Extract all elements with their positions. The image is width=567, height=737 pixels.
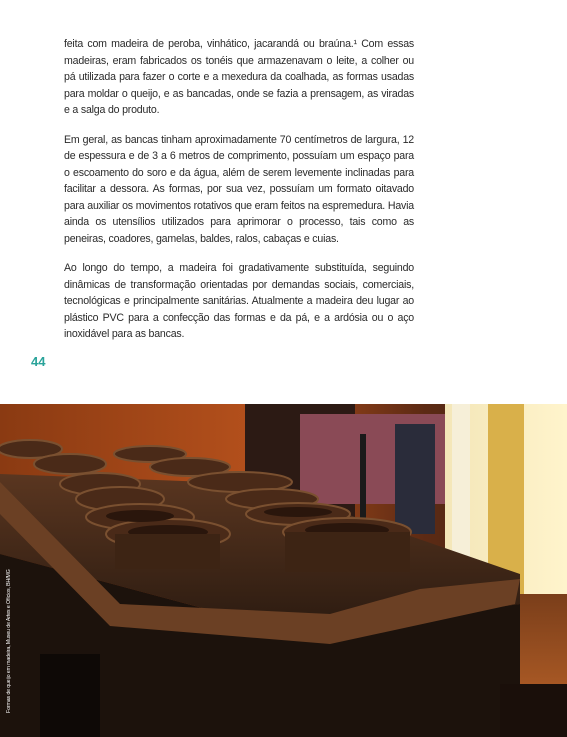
cheese-molds-photo	[0, 404, 567, 737]
photo-caption: Formas de queijo em madeira, Museu de Artes e Ofícios, BH/MG	[6, 569, 12, 713]
paragraph: feita com madeira de peroba, vinhático, jacarandá ou braúna.¹ Com essas madeiras, eram fabricados os tonéis que armazenavam o leite, a colher ou pá utilizada para fazer o corte e a mexedura da coalhada, as formas usadas para moldar o queijo, e as bancadas, onde se fazia a prensagem, as viradas e a salga do produto.	[64, 38, 414, 116]
body-text	[64, 36, 414, 356]
paragraph: Ao longo do tempo, a madeira foi gradativamente substituída, seguindo dinâmicas de transformação orientadas por demandas sociais, comerciais, tecnológicas e principalmente sanitárias. Atualmente a madeira deu lugar ao plástico PVC para a confecção das formas e da pá, e a ardósia ou o aço inoxidável para as bancas.	[64, 262, 414, 340]
paragraph: Em geral, as bancas tinham aproximadamente 70 centímetros de largura, 12 de espessura e de 3 a 6 metros de comprimento, possuíam um espaço para o escoamento do soro e da água, além de serem levemente inclinadas para facilitar a dessora. As formas, por sua vez, possuíam um formato oitavado para auxiliar os movimentos rotativos que eram feitos na espremedura. Havia ainda os utensílios utilizados para aprimorar o processo, tais como as peneiras, coadores, gamelas, baldes, ralos, cabaças e cuias.	[64, 133, 414, 245]
page-number: 44	[31, 354, 46, 369]
